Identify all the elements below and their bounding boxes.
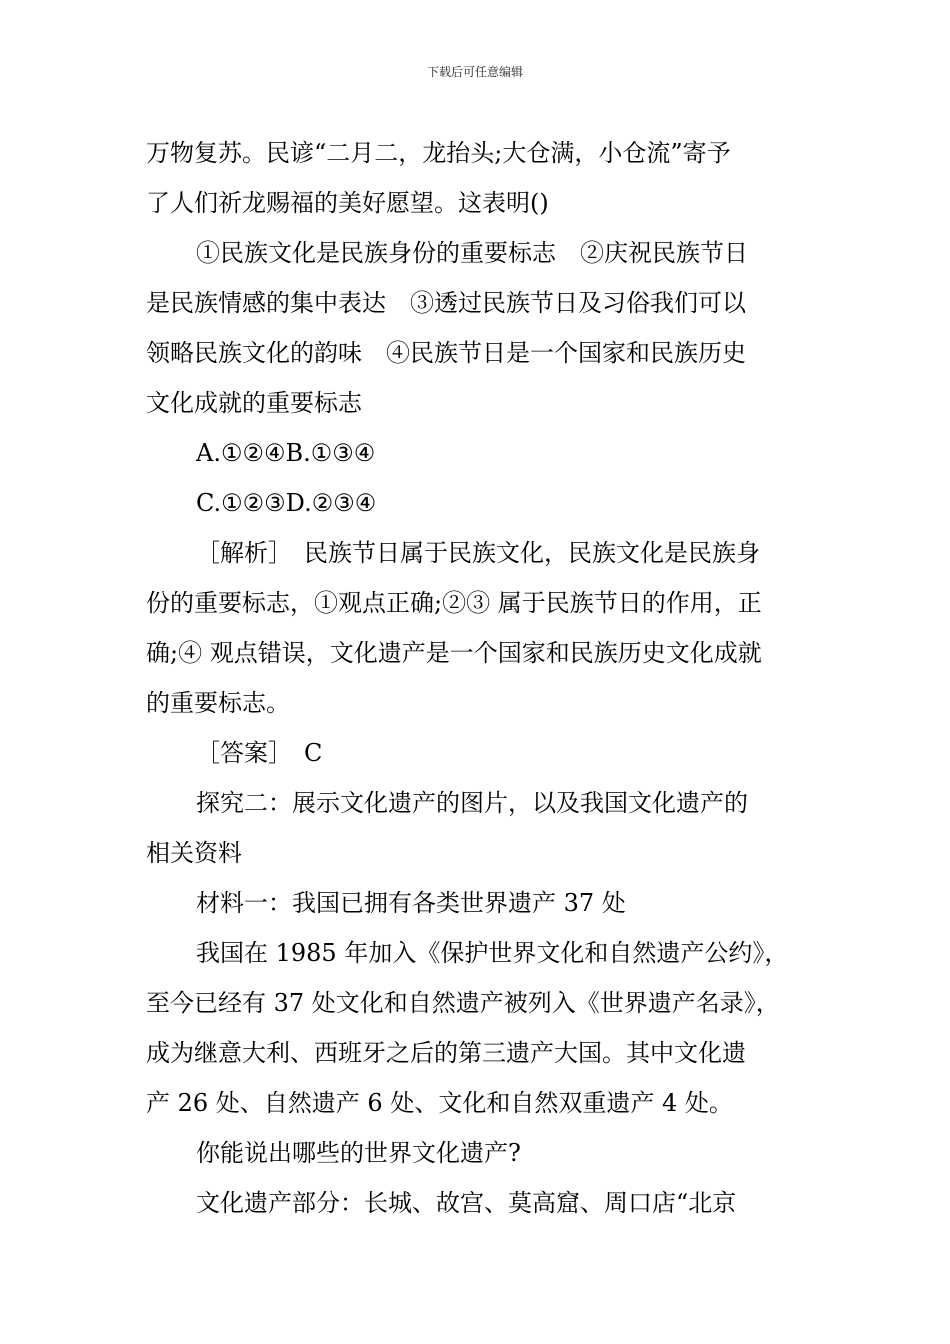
page-header-note: 下载后可任意编辑	[426, 65, 523, 79]
text-line: ［答案］ C	[196, 739, 323, 767]
text-line: 份的重要标志，①观点正确;②③ 属于民族节日的作用，正	[146, 589, 762, 617]
text-line: 成为继意大利、西班牙之后的第三遗产大国。其中文化遗	[146, 1039, 746, 1067]
text-line: 你能说出哪些的世界文化遗产?	[196, 1139, 521, 1167]
text-line: 是民族情感的集中表达 ③透过民族节日及习俗我们可以	[146, 289, 746, 317]
text-line: 万物复苏。民谚“二月二，龙抬头;大仓满，小仓流”寄予	[146, 139, 731, 167]
text-line: 产 26 处、自然遗产 6 处、文化和自然双重遗产 4 处。	[146, 1089, 733, 1117]
text-line: 文化遗产部分：长城、故宫、莫高窟、周口店“北京	[196, 1189, 737, 1217]
text-line: ①民族文化是民族身份的重要标志 ②庆祝民族节日	[196, 239, 748, 267]
text-line: A.①②④B.①③④	[196, 439, 376, 467]
text-line: 探究二：展示文化遗产的图片，以及我国文化遗产的	[196, 789, 748, 817]
text-line: 领略民族文化的韵味 ④民族节日是一个国家和民族历史	[146, 339, 746, 367]
text-line: C.①②③D.②③④	[196, 489, 377, 517]
text-line: 确;④ 观点错误，文化遗产是一个国家和民族历史文化成就	[146, 639, 762, 667]
text-line: 了人们祈龙赐福的美好愿望。这表明()	[146, 189, 549, 217]
text-line: 的重要标志。	[146, 689, 290, 717]
text-line: 文化成就的重要标志	[146, 389, 362, 417]
text-line: 至今已经有 37 处文化和自然遗产被列入《世界遗产名录》，	[146, 989, 780, 1017]
text-line: 相关资料	[146, 839, 242, 867]
text-line: 材料一：我国已拥有各类世界遗产 37 处	[196, 889, 626, 917]
document-body	[146, 128, 816, 1228]
text-line: 我国在 1985 年加入《保护世界文化和自然遗产公约》，	[196, 939, 789, 967]
text-line: ［解析］ 民族节日属于民族文化，民族文化是民族身	[196, 539, 760, 567]
